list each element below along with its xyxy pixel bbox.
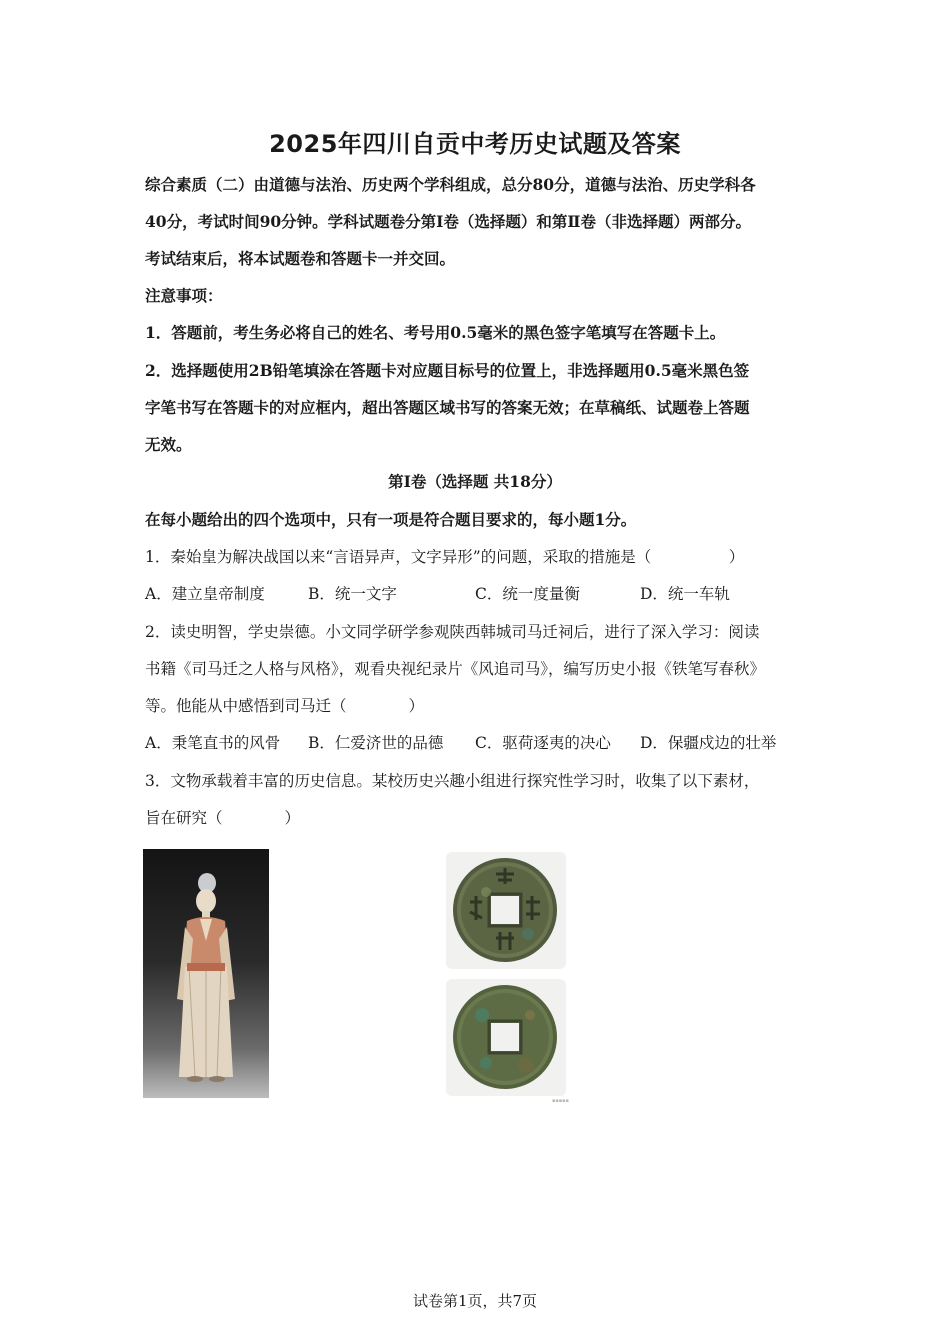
question-3-stem-line-2: 旨在研究（ ）	[145, 809, 301, 827]
intro-line-1: 综合素质（二）由道德与法治、历史两个学科组成，总分80分，道德与法治、历史学科各	[145, 175, 756, 194]
notice-heading: 注意事项：	[145, 286, 223, 305]
question-2-option-a: A．秉笔直书的风骨	[145, 734, 281, 752]
question-2-stem-line-1: 2．读史明智，学史崇德。小文同学研学参观陕西韩城司马迁祠后，进行了深入学习：阅读	[145, 623, 760, 641]
coin-reverse-image	[446, 979, 566, 1096]
question-2-stem-line-2: 书籍《司马迁之人格与风格》，观看央视纪录片《风追司马》，编写历史小报《铁笔写春秋》	[145, 660, 766, 678]
question-2-options	[145, 733, 805, 753]
figurine-drawing	[143, 849, 269, 1098]
notice-item-1: 1．答题前，考生务必将自己的姓名、考号用0.5毫米的黑色签字笔填写在答题卡上。	[145, 323, 726, 342]
coin-reverse-drawing	[446, 979, 566, 1096]
coin-obverse-image	[446, 852, 566, 969]
section-instruction: 在每小题给出的四个选项中，只有一项是符合题目要求的，每小题1分。	[145, 510, 637, 529]
question-1-option-c: C．统一度量衡	[475, 585, 580, 603]
question-2-option-d: D．保疆戍边的壮举	[640, 734, 777, 752]
question-2-stem-line-3: 等。他能从中感悟到司马迁（ ）	[145, 697, 425, 715]
question-2-option-c: C．驱荷逐夷的决心	[475, 734, 611, 752]
question-1-stem: 1．秦始皇为解决战国以来“言语异声，文字异形”的问题，采取的措施是（ ）	[145, 548, 745, 566]
figurine-image	[143, 849, 269, 1098]
question-1-option-a: A．建立皇帝制度	[145, 585, 265, 603]
question-3-stem-line-1: 3．文物承载着丰富的历史信息。某校历史兴趣小组进行探究性学习时，收集了以下素材，	[145, 772, 760, 790]
notice-item-2-line-3: 无效。	[145, 435, 192, 454]
question-1-option-b: B．统一文字	[308, 585, 397, 603]
image-watermark: ▪▪▪▪▪	[552, 1098, 569, 1104]
section-heading: 第Ⅰ卷（选择题 共18分）	[388, 472, 562, 491]
question-2-option-b: B．仁爱济世的品德	[308, 734, 444, 752]
coin-obverse-drawing	[446, 852, 566, 969]
intro-line-2: 40分，考试时间90分钟。学科试题卷分第Ⅰ卷（选择题）和第Ⅱ卷（非选择题）两部分。	[145, 212, 751, 231]
notice-item-2-line-2: 字笔书写在答题卡的对应框内，超出答题区域书写的答案无效；在草稿纸、试题卷上答题	[145, 398, 750, 417]
question-1-options	[145, 584, 805, 604]
notice-item-2-line-1: 2．选择题使用2B铅笔填涂在答题卡对应题目标号的位置上，非选择题用0.5毫米黑色签	[145, 361, 750, 380]
page-footer: 试卷第1页，共7页	[412, 1292, 538, 1310]
page-title: 2025年四川自贡中考历史试题及答案	[269, 130, 681, 158]
intro-line-3: 考试结束后，将本试题卷和答题卡一并交回。	[145, 249, 456, 268]
question-1-option-d: D．统一车轨	[640, 585, 730, 603]
